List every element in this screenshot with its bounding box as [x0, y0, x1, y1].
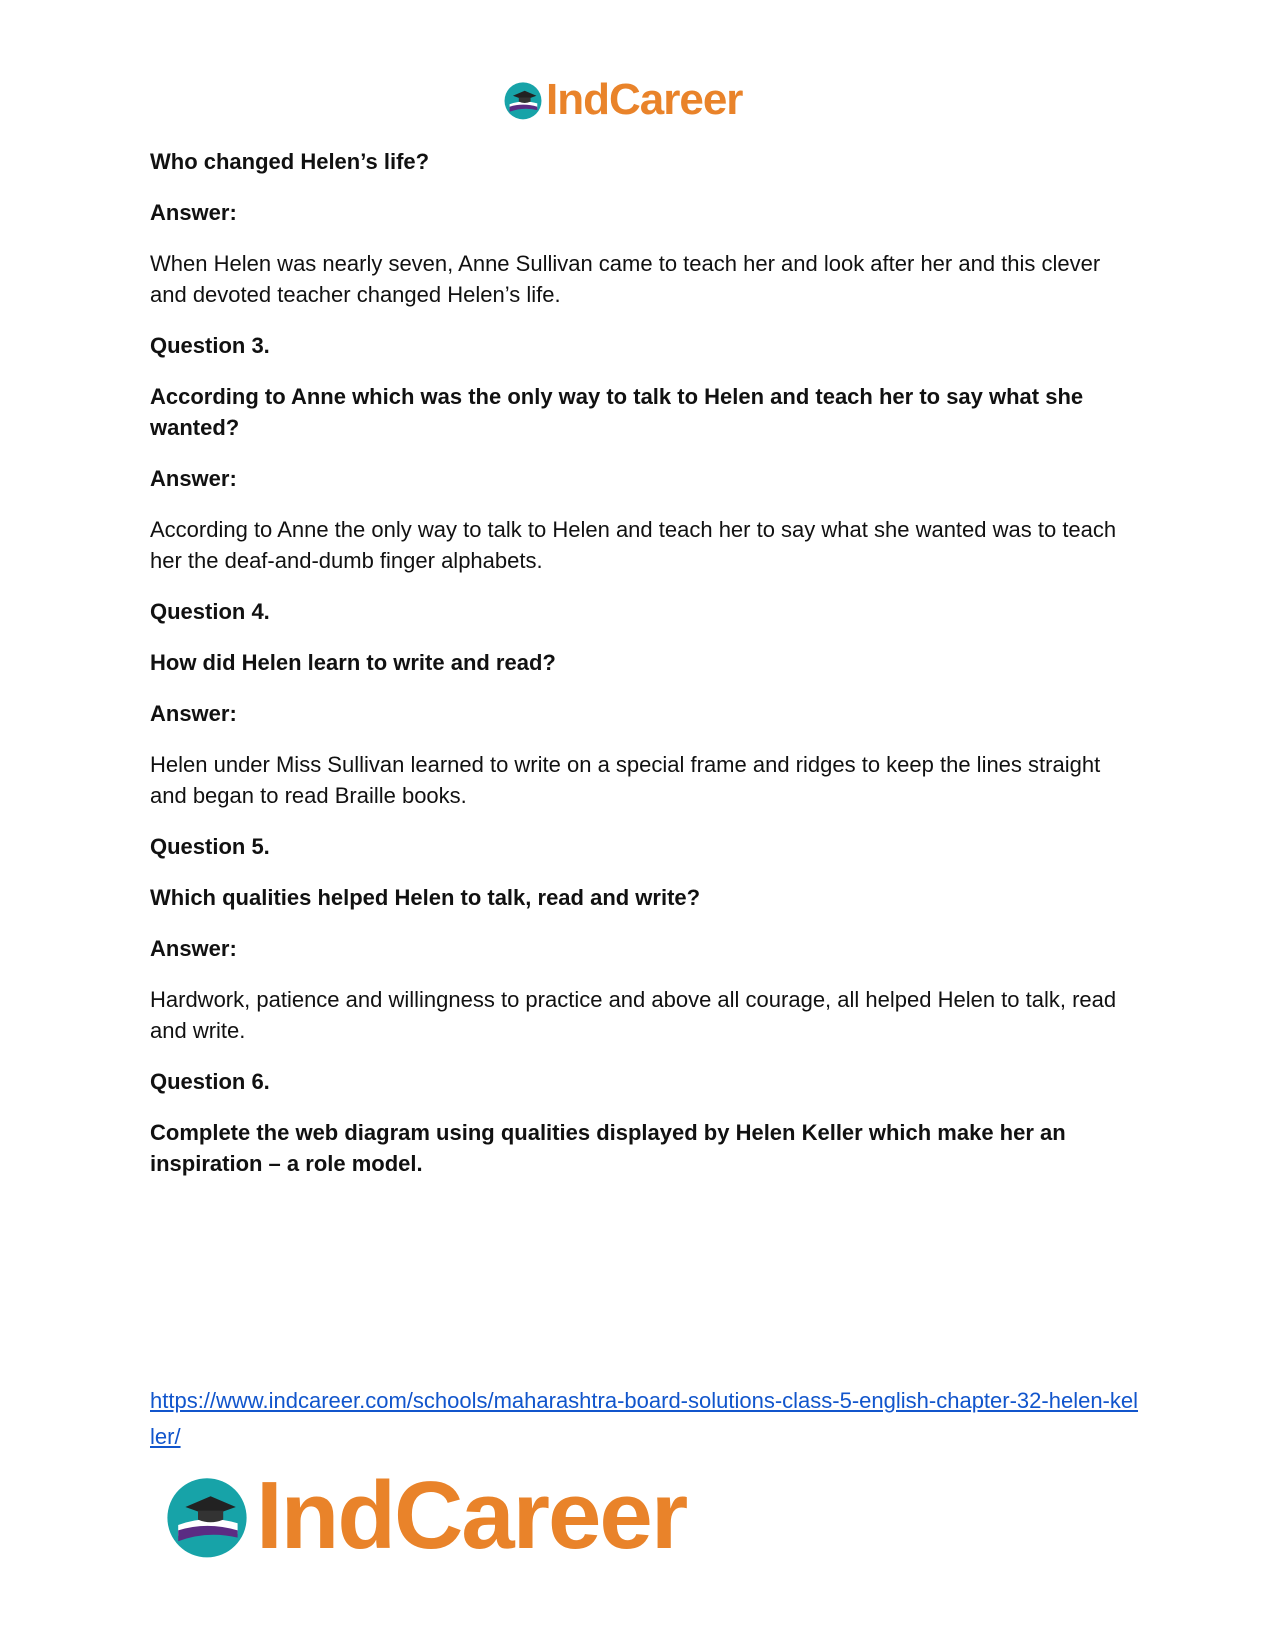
- question-text: Who changed Helen’s life?: [150, 149, 430, 174]
- question-text: According to Anne which was the only way to talk to Helen and teach her to say what she wanted?: [150, 384, 1084, 440]
- answer-text: When Helen was nearly seven, Anne Sullivan came to teach her and look after her and this clever and devoted teacher changed Helen’s life.: [150, 251, 1101, 307]
- question-number: Question 4.: [150, 599, 270, 624]
- answer-text: Hardwork, patience and willingness to practice and above all courage, all helped Helen to talk, read and write.: [150, 987, 1117, 1043]
- source-link[interactable]: https://www.indcareer.com/schools/maharashtra-board-solutions-class-5-english-chapter-32-helen-keller/: [150, 1388, 1139, 1449]
- answer-text: Helen under Miss Sullivan learned to write on a special frame and ridges to keep the lines straight and began to read Braille books.: [150, 752, 1101, 808]
- footer-logo: [162, 1462, 687, 1569]
- question-number: Question 6.: [150, 1069, 270, 1094]
- question-text: How did Helen learn to write and read?: [150, 650, 556, 675]
- answer-label: Answer:: [150, 466, 237, 491]
- graduation-book-icon: [502, 79, 544, 121]
- header-logo: [502, 75, 743, 124]
- question-text: Complete the web diagram using qualities displayed by Helen Keller which make her an inspiration – a role model.: [150, 1120, 1066, 1176]
- document-body: [150, 146, 1130, 1179]
- logo-text: IndCareer: [256, 1462, 687, 1569]
- question-text: Which qualities helped Helen to talk, read and write?: [150, 885, 701, 910]
- question-number: Question 3.: [150, 333, 270, 358]
- logo-text: IndCareer: [546, 75, 743, 124]
- answer-text: According to Anne the only way to talk to Helen and teach her to say what she wanted was to teach her the deaf-and-dumb finger alphabets.: [150, 517, 1117, 573]
- question-number: Question 5.: [150, 834, 270, 859]
- answer-label: Answer:: [150, 936, 237, 961]
- answer-label: Answer:: [150, 200, 237, 225]
- answer-label: Answer:: [150, 701, 237, 726]
- graduation-book-icon: [162, 1471, 252, 1561]
